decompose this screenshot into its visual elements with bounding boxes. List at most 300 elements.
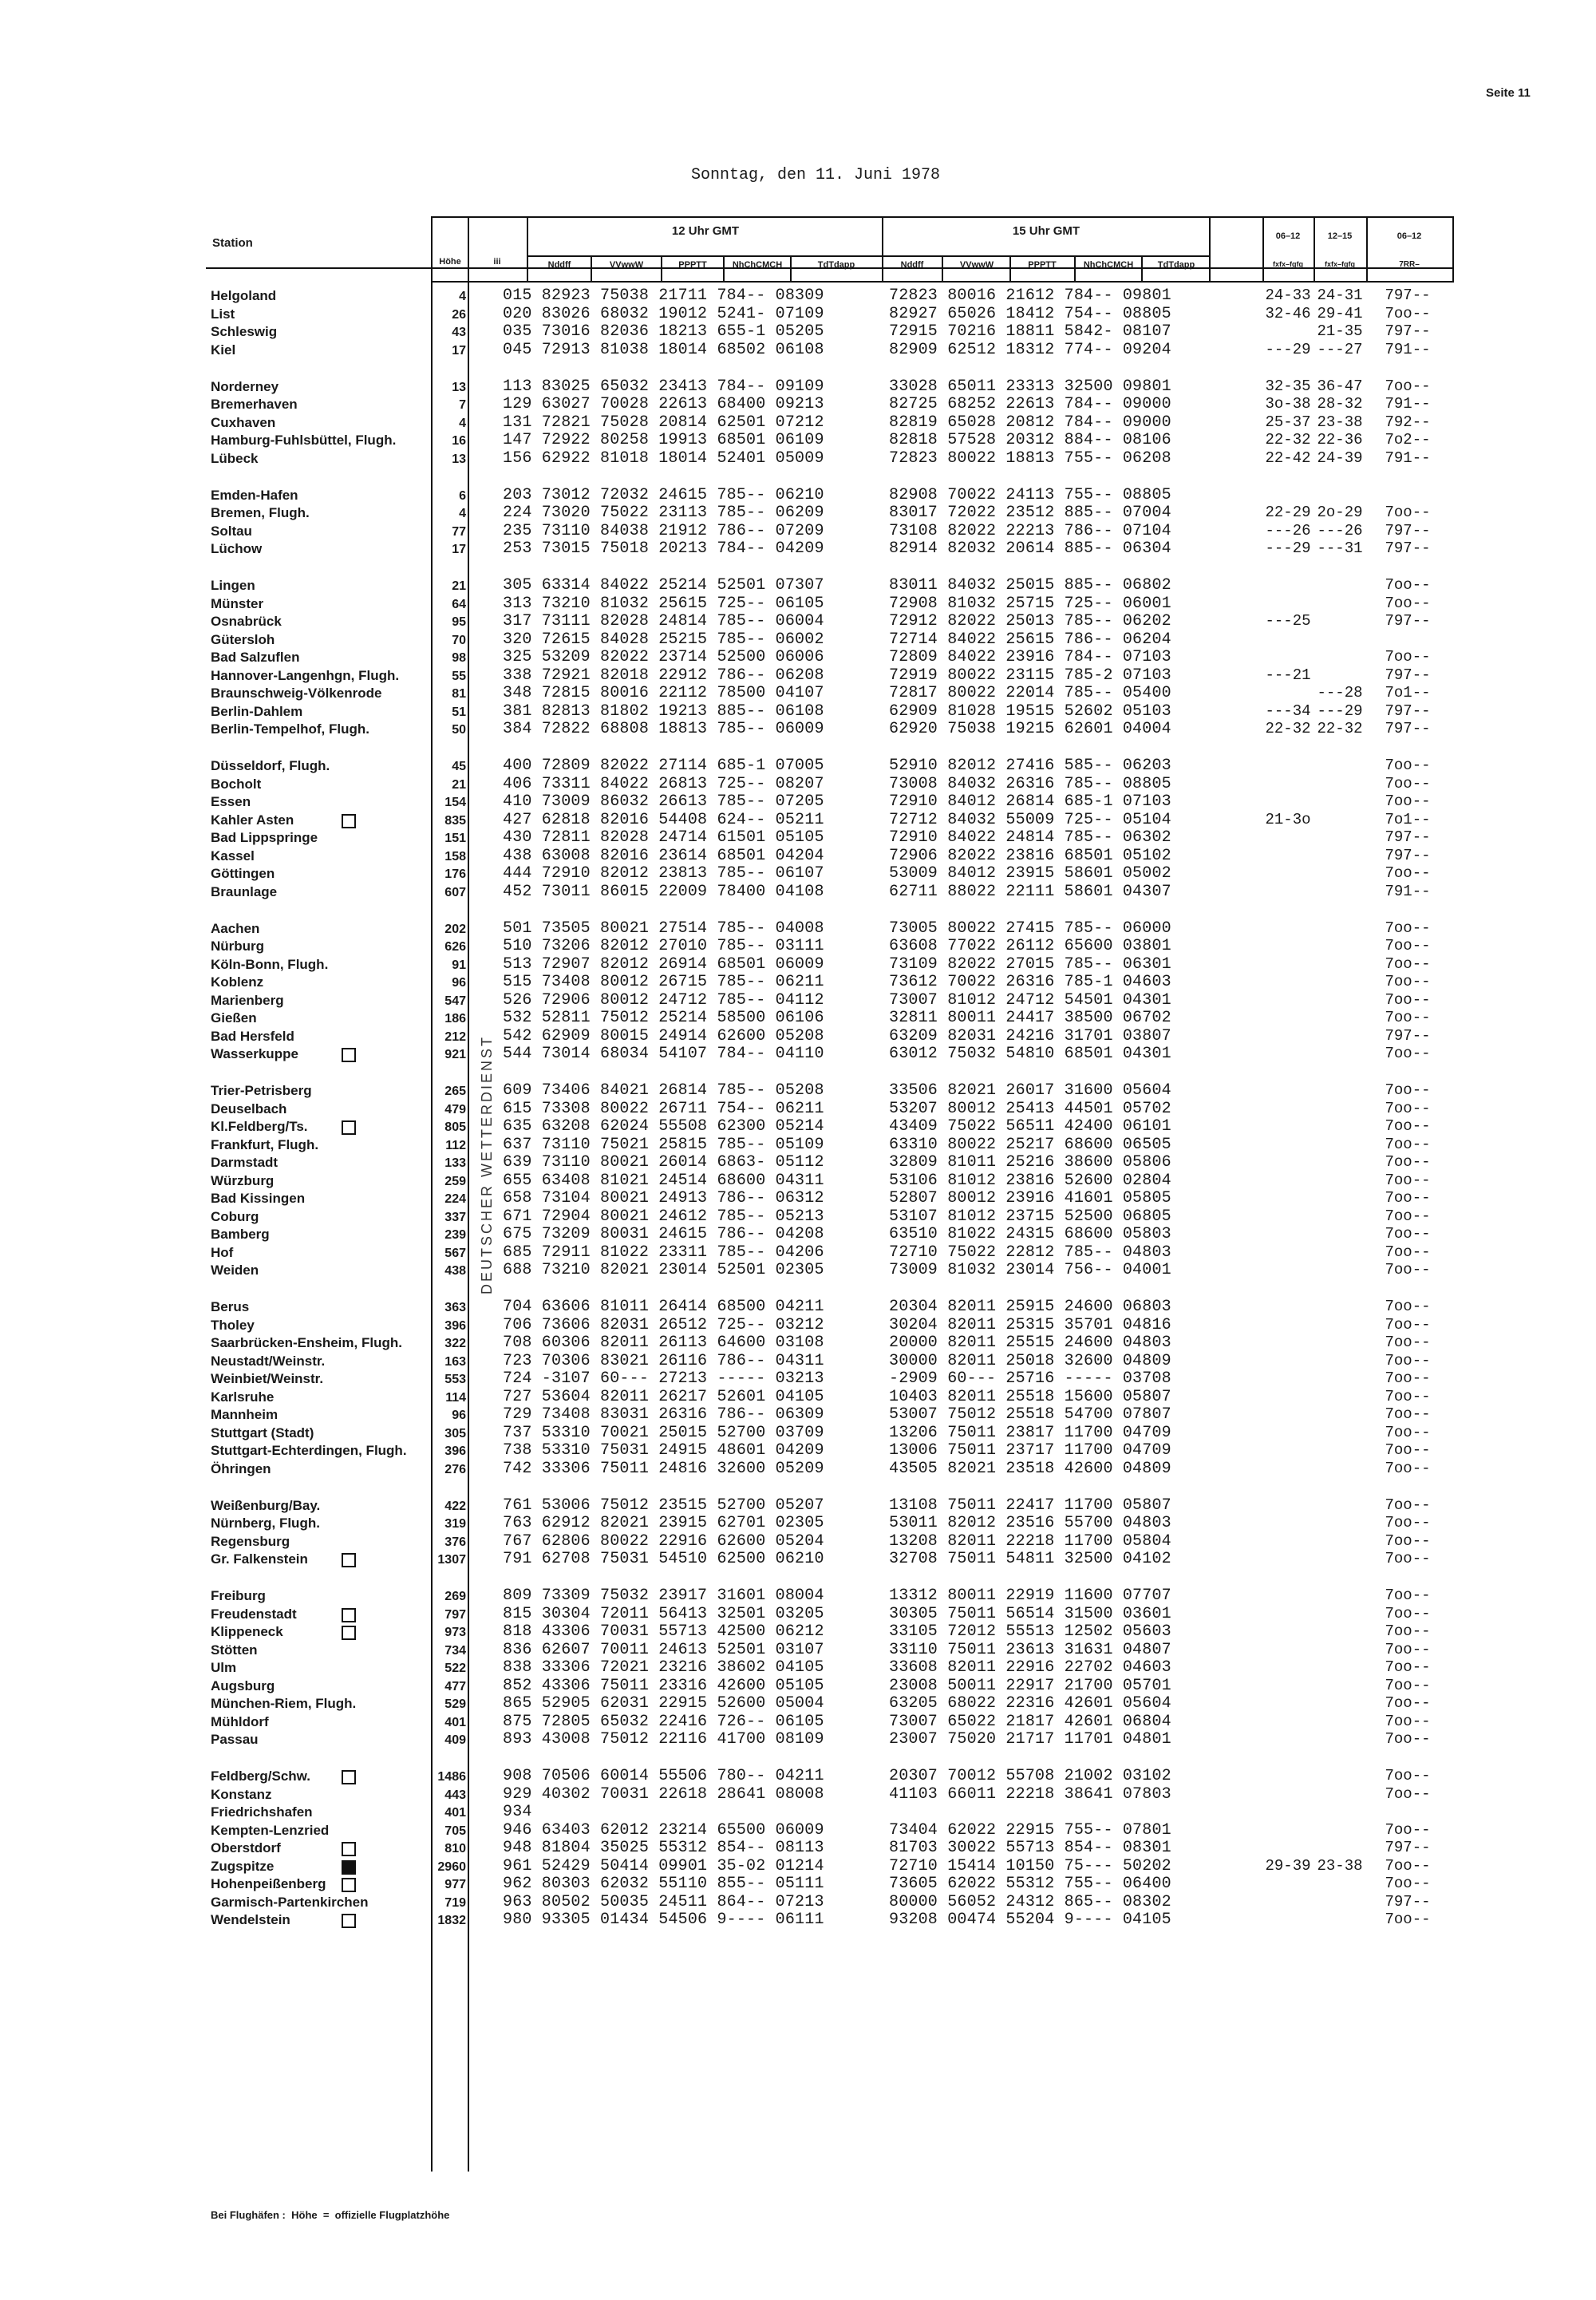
extreme-3: 7oo-- xyxy=(1385,1334,1431,1351)
station-name: Lübeck xyxy=(211,450,259,466)
obs-12utc: 020 83026 68032 19012 5241- 07109 xyxy=(503,304,824,323)
right-sub-2: fxfx–fgfg xyxy=(1325,260,1355,268)
obs-15utc: 72912 82022 25013 785-- 06202 xyxy=(889,612,1171,630)
station-height: 202 xyxy=(444,922,466,936)
station-height: 6 xyxy=(459,488,466,503)
station-name: Stötten xyxy=(211,1642,258,1658)
obs-15utc: 53009 84012 23915 58601 05002 xyxy=(889,864,1171,883)
station-name: Koblenz xyxy=(211,974,264,990)
station-name: Zugspitze xyxy=(211,1858,275,1874)
obs-12utc: 865 52905 62031 22915 52600 05004 xyxy=(503,1694,824,1713)
extreme-3: 797-- xyxy=(1385,1839,1431,1856)
station-name: Regensburg xyxy=(211,1533,290,1549)
station-name: Wasserkuppe xyxy=(211,1046,298,1061)
station-height: 51 xyxy=(452,705,466,719)
obs-12utc: 761 53006 75012 23515 52700 05207 xyxy=(503,1496,824,1515)
extreme-3: 7oo-- xyxy=(1385,1531,1431,1550)
obs-15utc: 63510 81022 24315 68600 05803 xyxy=(889,1225,1171,1243)
obs-15utc: 23007 75020 21717 11701 04801 xyxy=(889,1730,1171,1749)
obs-12utc: 131 72821 75028 20814 62501 07212 xyxy=(503,413,824,432)
obs-15utc: 52807 80012 23916 41601 05805 xyxy=(889,1189,1171,1207)
extreme-3: 7oo-- xyxy=(1385,1009,1431,1026)
extreme-3: 7oo-- xyxy=(1385,1604,1431,1622)
mountain-station-marker-filled xyxy=(342,1860,356,1875)
extreme-3: 792-- xyxy=(1385,413,1431,431)
obs-12utc: 742 33306 75011 24816 32600 05209 xyxy=(503,1459,824,1478)
obs-12utc: 809 73309 75032 23917 31601 08004 xyxy=(503,1587,824,1605)
extreme-3: 7oo-- xyxy=(1385,648,1431,666)
obs-15utc: 30000 82011 25018 32600 04809 xyxy=(889,1351,1171,1370)
station-height: 797 xyxy=(444,1607,466,1622)
extreme-3: 7oo-- xyxy=(1385,1496,1431,1514)
obs-15utc: 63608 77022 26112 65600 03801 xyxy=(889,937,1171,955)
header-iii: iii xyxy=(493,257,501,267)
extreme-2: 22-36 xyxy=(1317,431,1363,449)
station-height: 553 xyxy=(444,1373,466,1386)
obs-15utc: 81703 30022 55713 854-- 08301 xyxy=(889,1839,1171,1857)
obs-12utc: 655 63408 81021 24514 68600 04311 xyxy=(503,1171,824,1190)
obs-15utc: 73612 70022 26316 785-1 04603 xyxy=(889,973,1171,991)
obs-12utc: 723 70306 83021 26116 786-- 04311 xyxy=(503,1351,824,1370)
station-name: Bad Salzuflen xyxy=(211,650,300,665)
extreme-3: 7oo-- xyxy=(1385,990,1431,1009)
obs-15utc: 53207 80012 25413 44501 05702 xyxy=(889,1099,1171,1118)
station-name: Norderney xyxy=(211,378,279,394)
obs-15utc: 73109 82022 27015 785-- 06301 xyxy=(889,954,1171,974)
extreme-3: 7oo-- xyxy=(1385,1189,1431,1207)
station-height: 259 xyxy=(444,1174,466,1188)
obs-12utc: 400 72809 82022 27114 685-1 07005 xyxy=(503,757,824,775)
station-name: Bocholt xyxy=(211,776,262,792)
obs-12utc: 980 93305 01434 54506 9---- 06111 xyxy=(503,1911,824,1929)
station-height: 401 xyxy=(444,1715,466,1729)
obs-15utc: 82908 70022 24113 755-- 08805 xyxy=(889,485,1171,504)
obs-15utc: 72823 80022 18813 755-- 06208 xyxy=(889,449,1171,468)
mountain-station-marker xyxy=(342,1048,356,1062)
extreme-3: 797-- xyxy=(1385,612,1431,630)
obs-12utc: 427 62818 82016 54408 624-- 05211 xyxy=(503,810,824,829)
obs-15utc: 73009 81032 23014 756-- 04001 xyxy=(889,1261,1171,1279)
station-name: Bamberg xyxy=(211,1227,270,1242)
obs-12utc: 526 72906 80012 24712 785-- 04112 xyxy=(503,990,824,1010)
extreme-3: 7oo-- xyxy=(1385,1225,1431,1243)
station-name: Weißenburg/Bay. xyxy=(211,1497,321,1513)
extreme-3: 797-- xyxy=(1385,287,1431,304)
obs-15utc: 82914 82032 20614 885-- 06304 xyxy=(889,539,1171,558)
extreme-2: 22-32 xyxy=(1317,720,1363,737)
station-height: 810 xyxy=(444,1842,466,1855)
station-name: Freiburg xyxy=(211,1588,266,1603)
obs-12utc: 708 60306 82011 26113 64600 03108 xyxy=(503,1334,824,1352)
station-height: 114 xyxy=(445,1390,466,1405)
obs-12utc: 961 52429 50414 09901 35-02 01214 xyxy=(503,1856,824,1875)
extreme-3: 7oo-- xyxy=(1385,1315,1431,1334)
obs-15utc: 72823 80016 21612 784-- 09801 xyxy=(889,287,1171,305)
station-height: 70 xyxy=(452,633,466,647)
obs-15utc: 82725 68252 22613 784-- 09000 xyxy=(889,395,1171,413)
station-name: Oberstdorf xyxy=(211,1840,281,1855)
obs-15utc: 13108 75011 22417 11700 05807 xyxy=(889,1496,1171,1515)
station-name: Saarbrücken-Ensheim, Flugh. xyxy=(211,1335,402,1350)
station-name: Mühldorf xyxy=(211,1713,269,1729)
extreme-3: 7oo-- xyxy=(1385,1875,1431,1892)
station-height: 1307 xyxy=(437,1553,466,1567)
station-height: 337 xyxy=(444,1210,466,1224)
obs-15utc: 53011 82012 23516 55700 04803 xyxy=(889,1514,1171,1532)
extreme-3: 7oo-- xyxy=(1385,1351,1431,1369)
station-name: Osnabrück xyxy=(211,614,282,629)
station-name: Neustadt/Weinstr. xyxy=(211,1353,326,1369)
obs-15utc: 72710 15414 10150 75--- 50202 xyxy=(889,1856,1171,1875)
extreme-2: 24-31 xyxy=(1317,287,1363,304)
station-name: Gr. Falkenstein xyxy=(211,1551,308,1567)
station-name: Tholey xyxy=(211,1317,255,1333)
obs-15utc: 10403 82011 25518 15600 05807 xyxy=(889,1387,1171,1406)
obs-12utc: 313 73210 81032 25615 725-- 06105 xyxy=(503,594,824,613)
station-name: Kl.Feldberg/Ts. xyxy=(211,1119,308,1134)
obs-12utc: 452 73011 86015 22009 78400 04108 xyxy=(503,882,824,901)
station-name: Freudenstadt xyxy=(211,1606,297,1622)
obs-15utc: 62909 81028 19515 52602 05103 xyxy=(889,701,1171,721)
station-name: Braunschweig-Völkenrode xyxy=(211,686,382,701)
obs-12utc: 852 43306 75011 23316 42600 05105 xyxy=(503,1676,824,1695)
obs-12utc: 410 73009 86032 26613 785-- 07205 xyxy=(503,792,824,811)
station-height: 319 xyxy=(444,1517,466,1531)
extreme-1: 22-29 xyxy=(1265,504,1311,521)
obs-12utc: 035 73016 82036 18213 655-1 05205 xyxy=(503,322,824,341)
obs-15utc: 30204 82011 25315 35701 04816 xyxy=(889,1315,1171,1334)
extreme-3: 7oo-- xyxy=(1385,1117,1431,1135)
obs-15utc: 82909 62512 18312 774-- 09204 xyxy=(889,340,1171,359)
obs-12utc: 875 72805 65032 22416 726-- 06105 xyxy=(503,1712,824,1731)
obs-12utc: 129 63027 70028 22613 68400 09213 xyxy=(503,395,824,413)
extreme-3: 7oo-- xyxy=(1385,1135,1431,1153)
extreme-3: 7oo-- xyxy=(1385,757,1431,774)
mountain-station-marker xyxy=(342,1914,356,1928)
station-height: 479 xyxy=(444,1102,466,1116)
extreme-3: 7oo-- xyxy=(1385,1369,1431,1387)
obs-15utc: -2909 60--- 25716 ----- 03708 xyxy=(889,1369,1171,1388)
station-height: 401 xyxy=(444,1806,466,1820)
extreme-1: 22-42 xyxy=(1265,449,1311,467)
station-height: 4 xyxy=(459,507,466,520)
extreme-3: 7oo-- xyxy=(1385,1171,1431,1189)
station-height: 186 xyxy=(444,1012,466,1026)
extreme-3: 7oo-- xyxy=(1385,1730,1431,1748)
col15-nhch: NhChCMCH xyxy=(1083,260,1134,270)
obs-15utc: 32809 81011 25216 38600 05806 xyxy=(889,1153,1171,1172)
extreme-1: 22-32 xyxy=(1265,431,1311,449)
obs-12utc: 501 73505 80021 27514 785-- 04008 xyxy=(503,919,824,938)
obs-15utc: 32708 75011 54811 32500 04102 xyxy=(889,1550,1171,1568)
extreme-3: 797-- xyxy=(1385,720,1431,737)
right-col-3: 06–12 xyxy=(1396,231,1422,241)
obs-15utc: 82819 65028 20812 784-- 09000 xyxy=(889,413,1171,432)
station-name: Friedrichshafen xyxy=(211,1804,313,1820)
station-height: 322 xyxy=(444,1337,466,1350)
obs-15utc: 72906 82022 23816 68501 05102 xyxy=(889,846,1171,865)
station-name: München-Riem, Flugh. xyxy=(211,1696,357,1711)
obs-15utc: 72910 84012 26814 685-1 07103 xyxy=(889,792,1171,811)
station-name: Kempten-Lenzried xyxy=(211,1822,330,1838)
obs-15utc: 53107 81012 23715 52500 06805 xyxy=(889,1207,1171,1226)
extreme-1: 3o-38 xyxy=(1265,395,1311,413)
obs-15utc: 41103 66011 22218 38641 07803 xyxy=(889,1784,1171,1804)
obs-15utc: 52910 82012 27416 585-- 06203 xyxy=(889,757,1171,775)
station-name: Stuttgart-Echterdingen, Flugh. xyxy=(211,1443,407,1458)
mountain-station-marker xyxy=(342,1878,356,1892)
obs-15utc: 13208 82011 22218 11700 05804 xyxy=(889,1531,1171,1551)
extreme-3: 797-- xyxy=(1385,322,1431,340)
station-name: Köln-Bonn, Flugh. xyxy=(211,956,329,972)
obs-15utc: 82927 65026 18412 754-- 08805 xyxy=(889,304,1171,323)
extreme-3: 7oo-- xyxy=(1385,1694,1431,1712)
col12-nddff: Nddff xyxy=(547,260,571,270)
station-height: 477 xyxy=(444,1679,466,1693)
col12-nhch: NhChCMCH xyxy=(732,260,783,270)
obs-15utc: 72714 84022 25615 786-- 06204 xyxy=(889,630,1171,649)
obs-12utc: 836 62607 70011 24613 52501 03107 xyxy=(503,1640,824,1659)
station-name: Coburg xyxy=(211,1208,259,1224)
station-height: 269 xyxy=(444,1590,466,1603)
station-height: 133 xyxy=(444,1156,466,1170)
obs-15utc: 73008 84032 26316 785-- 08805 xyxy=(889,774,1171,793)
station-name: Marienberg xyxy=(211,992,284,1008)
obs-12utc: 838 33306 72021 23216 38602 04105 xyxy=(503,1658,824,1677)
right-sub-1: fxfx–fgfg xyxy=(1273,260,1303,268)
col12-ppptt: PPPTT xyxy=(678,260,707,270)
extreme-3: 7oo-- xyxy=(1385,1207,1431,1225)
station-name: Bad Lippspringe xyxy=(211,830,318,845)
obs-12utc: 767 62806 80022 22916 62600 05204 xyxy=(503,1531,824,1551)
station-name: Augsburg xyxy=(211,1678,275,1693)
station-height: 64 xyxy=(452,597,466,611)
station-height: 224 xyxy=(444,1192,466,1206)
extreme-2: 24-39 xyxy=(1317,449,1363,467)
obs-12utc: 532 52811 75012 25214 58500 06106 xyxy=(503,1009,824,1027)
obs-12utc: 815 30304 72011 56413 32501 03205 xyxy=(503,1604,824,1623)
obs-12utc: 325 53209 82022 23714 52500 06006 xyxy=(503,648,824,666)
mountain-station-marker xyxy=(342,1553,356,1567)
station-height: 805 xyxy=(444,1120,466,1134)
station-name: Göttingen xyxy=(211,866,275,881)
station-height: 4 xyxy=(459,416,466,430)
station-name: Soltau xyxy=(211,523,252,539)
extreme-3: 7oo-- xyxy=(1385,1784,1431,1803)
obs-12utc: 737 53310 70021 25015 52700 03709 xyxy=(503,1423,824,1442)
obs-12utc: 510 73206 82012 27010 785-- 03111 xyxy=(503,937,824,955)
station-name: Berlin-Tempelhof, Flugh. xyxy=(211,721,369,737)
mountain-station-marker xyxy=(342,1120,356,1135)
extreme-3: 7oo-- xyxy=(1385,1911,1431,1928)
page-label: Seite 11 xyxy=(1486,86,1531,100)
mountain-station-marker xyxy=(342,1842,356,1856)
extreme-1: 32-46 xyxy=(1265,304,1311,322)
station-height: 163 xyxy=(444,1354,466,1369)
obs-15utc: 73007 81012 24712 54501 04301 xyxy=(889,990,1171,1010)
station-height: 13 xyxy=(452,452,466,466)
extreme-3: 7oo-- xyxy=(1385,792,1431,810)
obs-15utc: 73605 62022 55312 755-- 06400 xyxy=(889,1875,1171,1893)
obs-12utc: 384 72822 68808 18813 785-- 06009 xyxy=(503,720,824,738)
right-col-2: 12–15 xyxy=(1327,231,1353,241)
extreme-3: 7oo-- xyxy=(1385,774,1431,792)
station-name: Feldberg/Schw. xyxy=(211,1768,311,1784)
station-name: Lingen xyxy=(211,578,255,593)
station-name: Braunlage xyxy=(211,883,278,899)
station-name: Nürnberg, Flugh. xyxy=(211,1516,320,1531)
obs-12utc: 639 73110 80021 26014 6863- 05112 xyxy=(503,1153,824,1172)
station-height: 112 xyxy=(445,1138,466,1152)
station-name: Bad Hersfeld xyxy=(211,1028,294,1044)
obs-15utc: 63205 68022 22316 42601 05604 xyxy=(889,1694,1171,1713)
extreme-3: 7oo-- xyxy=(1385,1387,1431,1405)
extreme-3: 7oo-- xyxy=(1385,1243,1431,1261)
station-height: 26 xyxy=(452,307,466,322)
obs-12utc: 320 72615 84028 25215 785-- 06002 xyxy=(503,630,824,649)
station-name: Nürburg xyxy=(211,939,265,954)
extreme-2: ---26 xyxy=(1317,521,1363,539)
extreme-1: 32-35 xyxy=(1265,377,1311,395)
obs-15utc: 63209 82031 24216 31701 03807 xyxy=(889,1026,1171,1045)
station-name: Trier-Petrisberg xyxy=(211,1083,312,1098)
obs-15utc: 13006 75011 23717 11700 04709 xyxy=(889,1441,1171,1460)
extreme-3: 7oo-- xyxy=(1385,1405,1431,1423)
extreme-2: 23-38 xyxy=(1317,1856,1363,1875)
extreme-3: 797-- xyxy=(1385,828,1431,846)
station-height: 45 xyxy=(452,760,466,773)
obs-12utc: 348 72815 80016 22112 78500 04107 xyxy=(503,684,824,702)
extreme-3: 7o1-- xyxy=(1385,810,1431,828)
station-name: Helgoland xyxy=(211,288,277,303)
obs-12utc: 438 63008 82016 23614 68501 04204 xyxy=(503,846,824,865)
obs-15utc: 73108 82022 22213 786-- 07104 xyxy=(889,521,1171,540)
station-name: Deuselbach xyxy=(211,1101,287,1116)
obs-12utc: 224 73020 75022 23113 785-- 06209 xyxy=(503,504,824,522)
extreme-3: 7oo-- xyxy=(1385,594,1431,612)
station-height: 16 xyxy=(452,434,466,448)
extreme-3: 7oo-- xyxy=(1385,1514,1431,1531)
station-height: 95 xyxy=(452,615,466,629)
extreme-3: 7oo-- xyxy=(1385,1658,1431,1676)
obs-15utc: 43409 75022 56511 42400 06101 xyxy=(889,1117,1171,1136)
obs-15utc: 53007 75012 25518 54700 07807 xyxy=(889,1405,1171,1424)
station-height: 305 xyxy=(444,1426,466,1440)
obs-12utc: 381 82813 81802 19213 885-- 06108 xyxy=(503,701,824,721)
extreme-3: 791-- xyxy=(1385,449,1431,467)
station-name: Stuttgart (Stadt) xyxy=(211,1425,314,1440)
obs-12utc: 658 73104 80021 24913 786-- 06312 xyxy=(503,1189,824,1207)
station-name: Karlsruhe xyxy=(211,1389,275,1405)
footnote: Bei Flughäfen : Höhe = offizielle Flugplatzhöhe xyxy=(211,2209,450,2221)
header-block15: 15 Uhr GMT xyxy=(1012,224,1080,238)
station-height: 522 xyxy=(444,1662,466,1675)
col15-vvwww: VVwwW xyxy=(959,260,994,270)
obs-15utc: 72712 84032 55009 725-- 05104 xyxy=(889,810,1171,829)
extreme-3: 7o2-- xyxy=(1385,431,1431,449)
obs-12utc: 203 73012 72032 24615 785-- 06210 xyxy=(503,485,824,504)
station-height: 438 xyxy=(444,1264,466,1278)
station-name: Mannheim xyxy=(211,1407,279,1422)
station-height: 422 xyxy=(444,1499,466,1513)
station-height: 4 xyxy=(459,290,466,303)
station-height: 2960 xyxy=(437,1859,466,1874)
station-height: 396 xyxy=(444,1318,466,1333)
mountain-station-marker xyxy=(342,1608,356,1622)
station-height: 1832 xyxy=(437,1914,466,1927)
obs-12utc: 929 40302 70031 22618 28641 08008 xyxy=(503,1784,824,1804)
station-name: Bremerhaven xyxy=(211,397,298,412)
station-height: 17 xyxy=(452,543,466,556)
station-height: 719 xyxy=(444,1895,466,1910)
station-height: 91 xyxy=(452,958,466,972)
obs-12utc: 908 70506 60014 55506 780-- 04211 xyxy=(503,1767,824,1785)
obs-12utc: 015 82923 75038 21711 784-- 08309 xyxy=(503,287,824,305)
station-name: Gießen xyxy=(211,1010,257,1026)
extreme-2: ---29 xyxy=(1317,701,1363,720)
extreme-3: 797-- xyxy=(1385,701,1431,720)
obs-12utc: 317 73111 82028 24814 785-- 06004 xyxy=(503,612,824,630)
station-height: 409 xyxy=(444,1733,466,1747)
obs-15utc: 73005 80022 27415 785-- 06000 xyxy=(889,919,1171,938)
obs-12utc: 946 63403 62012 23214 65500 06009 xyxy=(503,1820,824,1840)
obs-12utc: 962 80303 62032 55110 855-- 05111 xyxy=(503,1875,824,1893)
extreme-3: 7oo-- xyxy=(1385,1261,1431,1278)
station-name: Darmstadt xyxy=(211,1155,279,1170)
obs-15utc: 72910 84022 24814 785-- 06302 xyxy=(889,828,1171,847)
extreme-3: 7oo-- xyxy=(1385,1820,1431,1839)
obs-15utc: 72919 80022 23115 785-2 07103 xyxy=(889,666,1171,685)
station-name: Öhringen xyxy=(211,1460,271,1476)
extreme-3: 7oo-- xyxy=(1385,1550,1431,1567)
station-name: Kassel xyxy=(211,848,255,863)
station-height: 43 xyxy=(452,326,466,339)
station-height: 363 xyxy=(444,1301,466,1314)
obs-15utc: 62711 88022 22111 58601 04307 xyxy=(889,882,1171,901)
extreme-3: 7oo-- xyxy=(1385,1081,1431,1099)
obs-15utc: 13312 80011 22919 11600 07707 xyxy=(889,1587,1171,1605)
station-height: 21 xyxy=(452,579,466,593)
header-block12: 12 Uhr GMT xyxy=(671,224,740,238)
obs-12utc: 893 43008 75012 22116 41700 08109 xyxy=(503,1730,824,1749)
station-height: 98 xyxy=(452,651,466,665)
station-height: 705 xyxy=(444,1824,466,1838)
station-name: Aachen xyxy=(211,920,260,936)
station-name: Weiden xyxy=(211,1263,259,1278)
obs-15utc: 33110 75011 23613 31631 04807 xyxy=(889,1640,1171,1659)
obs-15utc: 93208 00474 55204 9---- 04105 xyxy=(889,1911,1171,1929)
obs-15utc: 43505 82021 23518 42600 04809 xyxy=(889,1459,1171,1478)
station-height: 96 xyxy=(452,976,466,990)
extreme-3: 7oo-- xyxy=(1385,919,1431,937)
station-height: 7 xyxy=(459,398,466,412)
station-height: 276 xyxy=(444,1462,466,1476)
station-height: 396 xyxy=(444,1444,466,1458)
obs-12utc: 235 73110 84038 21912 786-- 07209 xyxy=(503,521,824,540)
extreme-3: 797-- xyxy=(1385,846,1431,864)
station-height: 212 xyxy=(444,1029,466,1044)
extreme-3: 7oo-- xyxy=(1385,1640,1431,1658)
mountain-station-marker xyxy=(342,1626,356,1640)
obs-12utc: 685 72911 81022 23311 785-- 04206 xyxy=(503,1243,824,1262)
obs-15utc: 72915 70216 18811 5842- 08107 xyxy=(889,322,1171,341)
extreme-3: 7oo-- xyxy=(1385,954,1431,973)
extreme-3: 7oo-- xyxy=(1385,1099,1431,1117)
extreme-1: ---25 xyxy=(1265,612,1311,630)
obs-15utc: 83017 72022 23512 885-- 07004 xyxy=(889,504,1171,522)
obs-15utc: 33608 82011 22916 22702 04603 xyxy=(889,1658,1171,1677)
right-sub-3: 7RR– xyxy=(1399,260,1420,269)
